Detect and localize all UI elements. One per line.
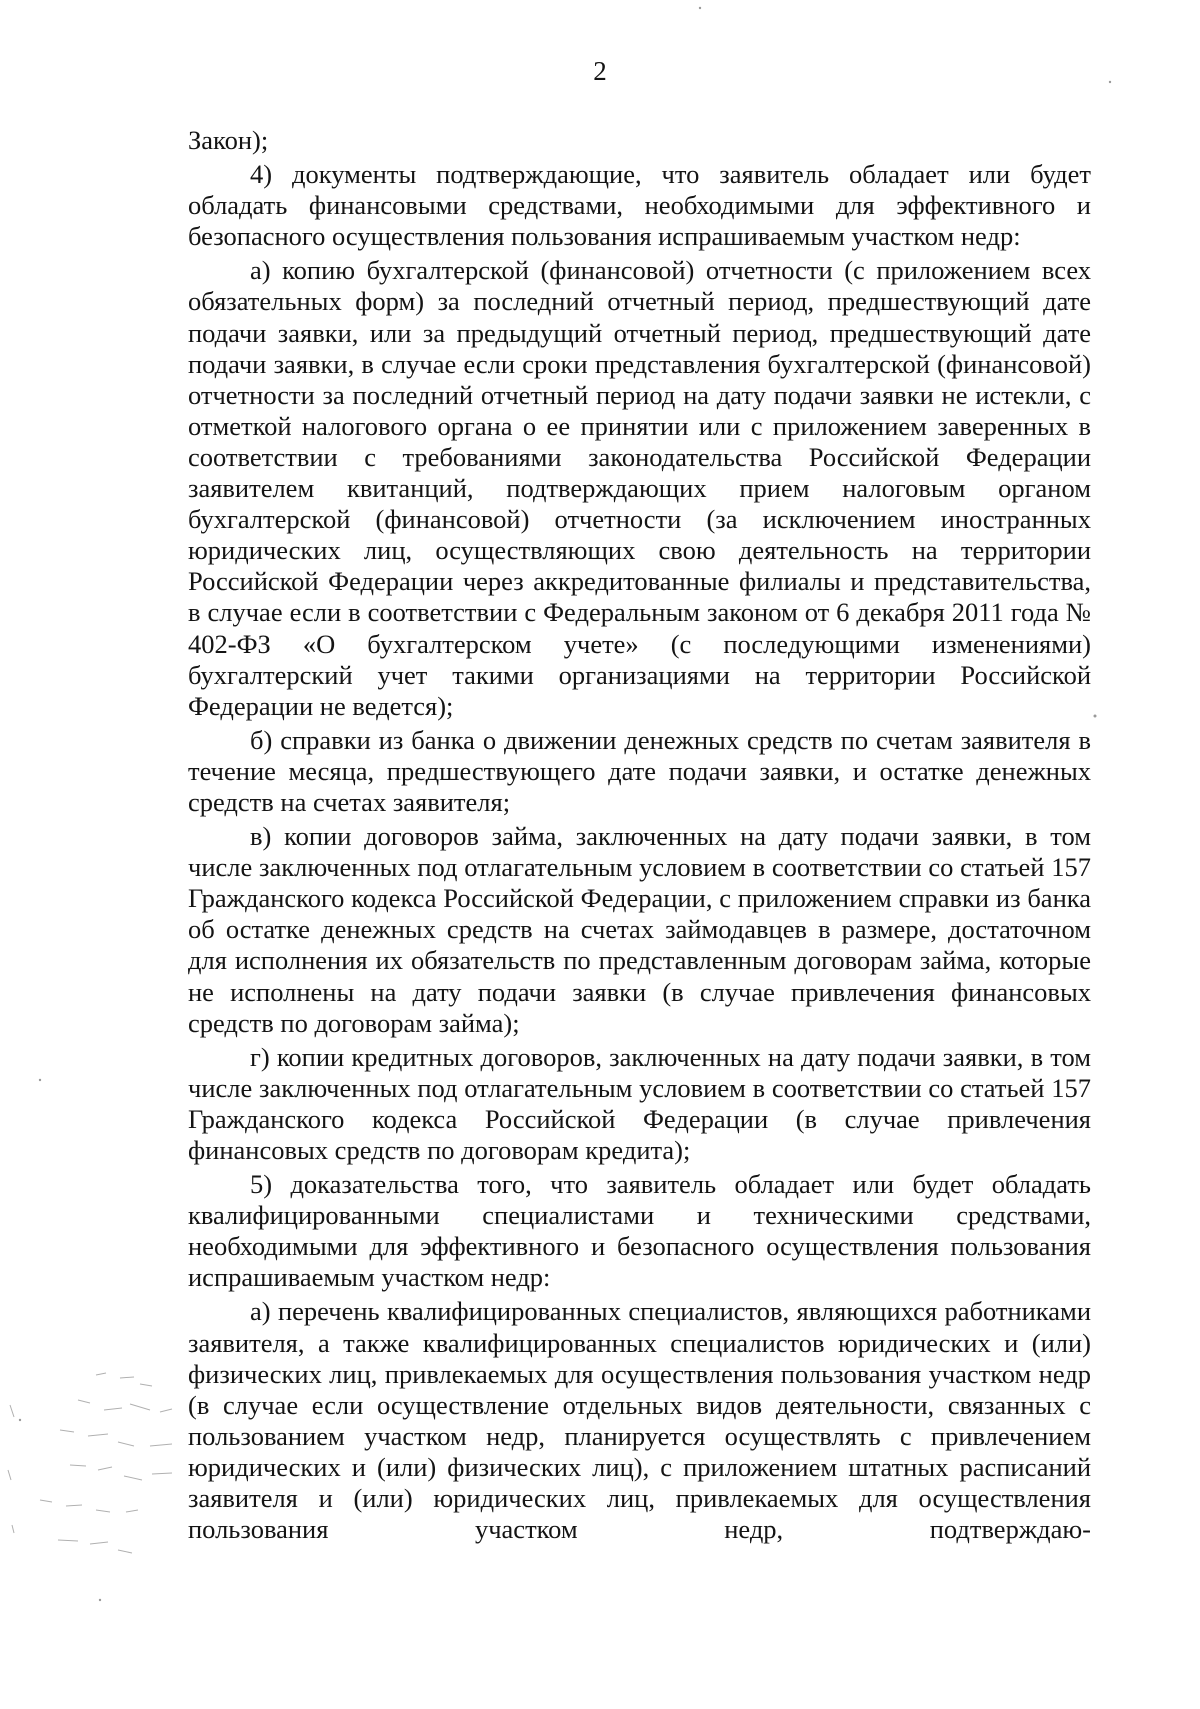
scan-speck: [19, 1419, 21, 1421]
scan-speck: [99, 1599, 101, 1601]
sub-item-4g: г) копии кредитных договоров, заключенных на дату подачи заявки, в том числе заключенных под отлагательным условием в соответствии со статьей 157 Гражданского кодекса Российской Федерации (в случае привлечения финансовых средств по договорам кредита);: [188, 1041, 1091, 1165]
scan-speck: [699, 7, 701, 9]
scan-speck: [1094, 715, 1097, 718]
scan-smudge: [8, 1373, 172, 1553]
list-item-5: 5) доказательства того, что заявитель обладает или будет обладать квалифицированными специалистами и техническими средствами, необходимыми для эффективного и безопасного осуществления пользования испрашиваемым участком недр:: [188, 1169, 1091, 1293]
sub-item-4v: в) копии договоров займа, заключенных на дату подачи заявки, в том числе заключенных под отлагательным условием в соответствии со статьей 157 Гражданского кодекса Российской Федерации, с приложением справки из банка об остатке денежных средств на счетах займодавцев в размере, достаточном для исполнения их обязательств по представленным договорам займа, которые не исполнены на дату подачи заявки (в случае привлечения финансовых средств по договорам займа);: [188, 821, 1091, 1038]
page-number: 2: [593, 56, 607, 86]
scan-speck: [39, 1079, 41, 1081]
sub-item-4b: б) справки из банка о движении денежных средств по счетам заявителя в течение месяца, предшествующего дате подачи заявки, и остатке денежных средств на счетах заявителя;: [188, 724, 1091, 817]
list-item-4: 4) документы подтверждающие, что заявитель обладает или будет обладать финансовыми средствами, необходимыми для эффективного и безопасного осуществления пользования испрашиваемым участком недр:: [188, 159, 1091, 252]
paragraph-continuation: Закон);: [188, 125, 269, 155]
sub-item-4a: а) копию бухгалтерской (финансовой) отчетности (с приложением всех обязательных форм) за последний отчетный период, предшествующий дате подачи заявки, или за предыдущий отчетный период, предшествующий дате подачи заявки, в случае если сроки представления бухгалтерской (финансовой) отчетности за последний отчетный период на дату подачи заявки не истекли, с отметкой налогового органа о ее принятии или с приложением заверенных в соответствии с требованиями законодательства Российской Федерации заявителем квитанций, подтверждающих прием налоговым органом бухгалтерской (финансовой) отчетности (за исключением иностранных юридических лиц, осуществляющих свою деятельность на территории Российской Федерации через аккредитованные филиалы и представительства, в случае если в соответствии с Федеральным законом от 6 декабря 2011 года № 402-ФЗ «О бухгалтерском учете» (с последующими изменениями) бухгалтерский учет такими организациями на территории Российской Федерации не ведется);: [188, 255, 1091, 721]
document-body: [188, 125, 1091, 1545]
sub-item-5a: а) перечень квалифицированных специалистов, являющихся работниками заявителя, а также квалифицированных специалистов юридических и (или) физических лиц, привлекаемых для осуществления пользования участком недр (в случае если осуществление отдельных видов деятельности, связанных с пользованием участком недр, планируется осуществлять с привлечением юридических и (или) физических лиц), с приложением штатных расписаний заявителя и (или) юридических лиц, привлекаемых для осуществления пользования участком недр, подтверждаю-: [188, 1296, 1091, 1545]
